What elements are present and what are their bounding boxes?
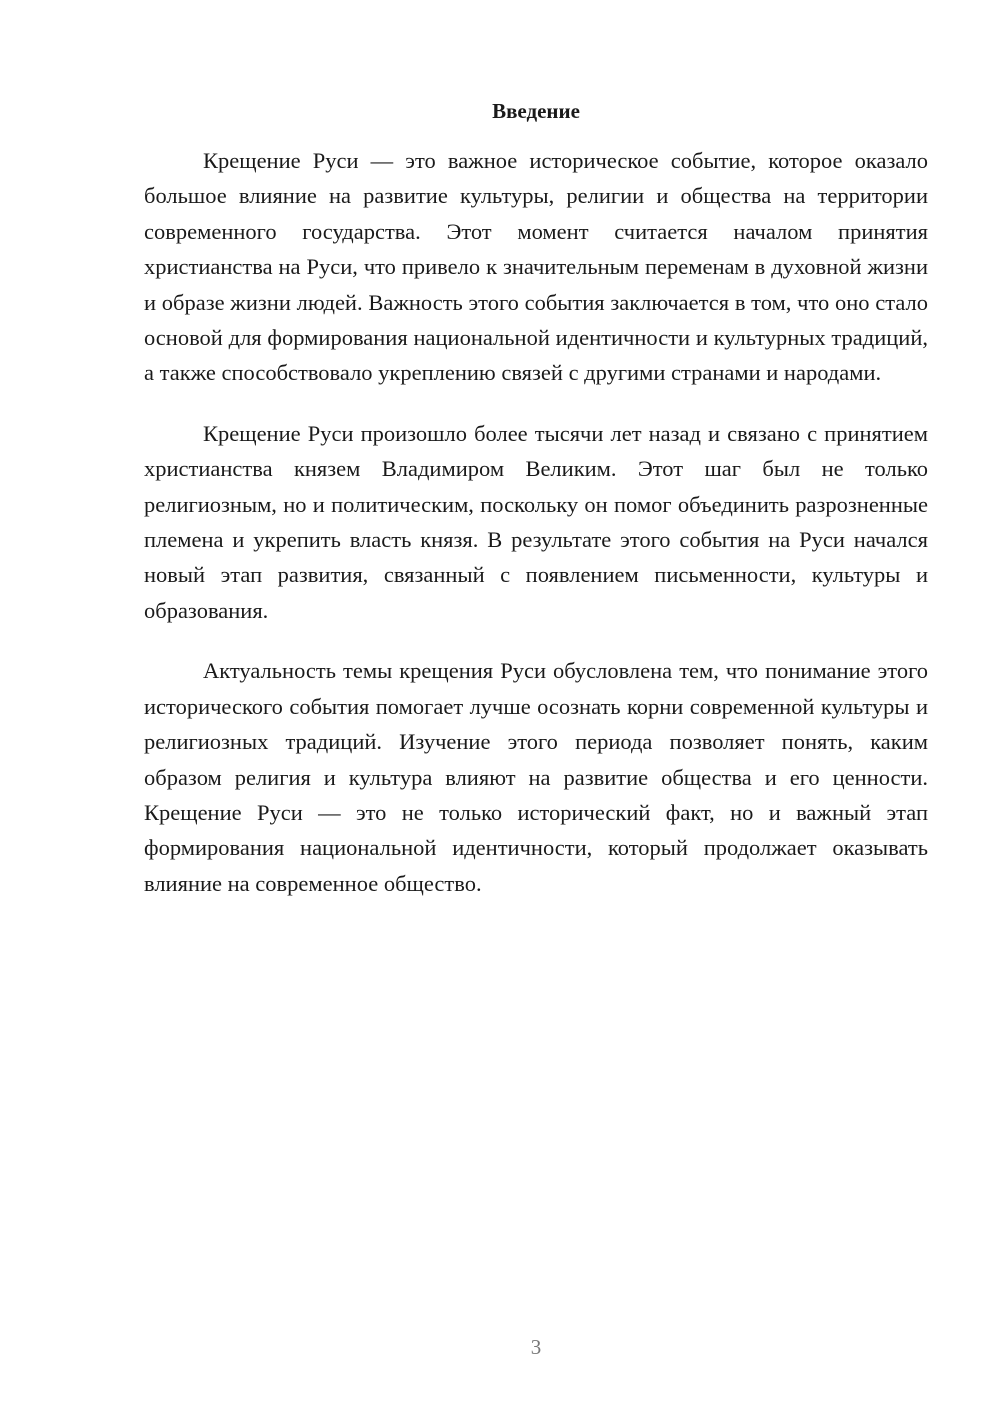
document-body bbox=[144, 143, 928, 926]
page-number: 3 bbox=[530, 1335, 542, 1359]
paragraph-3: Актуальность темы крещения Руси обусловлена тем, что понимание этого исторического события помогает лучше осознать корни современной культуры и религиозных традиций. Изучение этого периода позволяет понять, каким образом религия и культура влияют на развитие общества и его ценности. Крещение Руси — это не только исторический факт, но и важный этап формирования национальной идентичности, который продолжает оказывать влияние на современное общество. bbox=[144, 658, 928, 896]
section-heading: Введение bbox=[492, 99, 580, 123]
paragraph-1: Крещение Руси — это важное историческое событие, которое оказало большое влияние на развитие культуры, религии и общества на территории современного государства. Этот момент считается началом принятия христианства на Руси, что привело к значительным переменам в духовной жизни и образе жизни людей. Важность этого события заключается в том, что оно стало основой для формирования национальной идентичности и культурных традиций, а также способствовало укреплению связей с другими странами и народами. bbox=[144, 148, 928, 386]
paragraph-2: Крещение Руси произошло более тысячи лет назад и связано с принятием христианства князем Владимиром Великим. Этот шаг был не только религиозным, но и политическим, поскольку он помог объединить разрозненные племена и укрепить власть князя. В результате этого события на Руси начался новый этап развития, связанный с появлением письменности, культуры и образования. bbox=[144, 420, 928, 623]
